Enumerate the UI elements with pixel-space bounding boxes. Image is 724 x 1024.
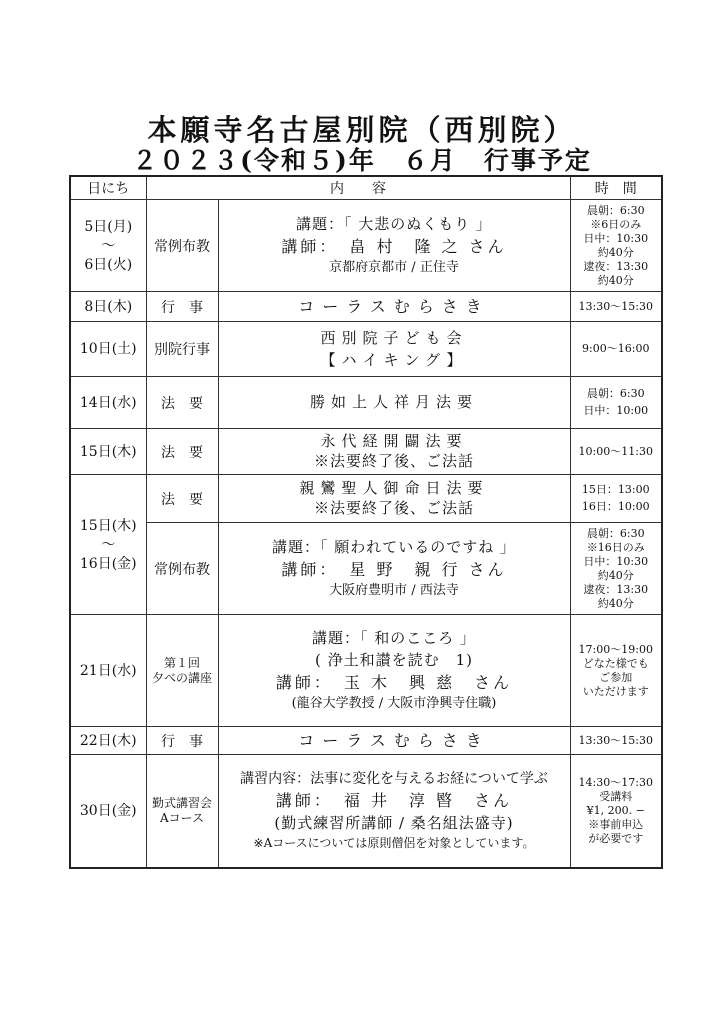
table-row: [70, 475, 662, 523]
date-cell: 15日(木) 〜 16日(金): [70, 475, 146, 615]
table-row: [70, 377, 662, 429]
content-cell: コーラスむらさき: [218, 292, 570, 322]
time-cell: 13:30〜15:30: [570, 292, 662, 322]
content-cell: 講習内容：法事に変化を与えるお経について学ぶ 講師： 福 井 淳 暋 さん (勤式練習所講師 / 桑名組法盛寺) ※Aコースについては原則僧侶を対象としています。: [218, 755, 570, 868]
time-cell: 9:00〜16:00: [570, 322, 662, 377]
category-cell: 法 要: [146, 377, 218, 429]
category-cell: 行 事: [146, 292, 218, 322]
category-cell: 第１回 夕べの講座: [146, 615, 218, 727]
content-cell: 親鸞聖人御命日法要 ※法要終了後、ご法話: [218, 475, 570, 523]
header-content: 内 容: [146, 176, 570, 200]
category-cell: 常例布教: [146, 200, 218, 292]
time-cell: 晨朝：6:30 日中：10:00: [570, 377, 662, 429]
time-cell: 17:00〜19:00 どなた様でも ご参加 いただけます: [570, 615, 662, 727]
category-cell: 勤式講習会 Aコース: [146, 755, 218, 868]
table-header-row: [70, 176, 662, 200]
table-row: [70, 615, 662, 727]
time-cell: 13:30〜15:30: [570, 727, 662, 755]
header-date: 日にち: [70, 176, 146, 200]
date-cell: 8日(木): [70, 292, 146, 322]
date-cell: 22日(木): [70, 727, 146, 755]
time-cell: 14:30〜17:30 受講料 ¥1, 200. − ※事前申込 が必要です: [570, 755, 662, 868]
date-cell: 10日(土): [70, 322, 146, 377]
table-row: [70, 523, 662, 615]
content-cell: 永代経開闢法要 ※法要終了後、ご法話: [218, 429, 570, 475]
page-subtitle: ２０２３(令和５)年 ６月 行事予定: [132, 146, 592, 175]
table-row: [70, 200, 662, 292]
category-cell: 別院行事: [146, 322, 218, 377]
content-cell: 勝如上人祥月法要: [218, 377, 570, 429]
date-cell: 5日(月) 〜 6日(火): [70, 200, 146, 292]
category-cell: 法 要: [146, 475, 218, 523]
table-row: [70, 292, 662, 322]
date-cell: 15日(木): [70, 429, 146, 475]
table-row: [70, 727, 662, 755]
content-cell: 講題：「 願われているのですね 」 講師： 星 野 親 行 さん 大阪府豊明市 / 西法寺: [218, 523, 570, 615]
content-cell: 講題：「 大悲のぬくもり 」 講師： 畠 村 隆 之 さん 京都府京都市 / 正住寺: [218, 200, 570, 292]
table-row: [70, 322, 662, 377]
schedule-table: [69, 175, 663, 869]
table-row: [70, 755, 662, 868]
content-cell: 西別院子ども会 【ハイキング】: [218, 322, 570, 377]
time-cell: 15日：13:00 16日：10:00: [570, 475, 662, 523]
page-title: 本願寺名古屋別院（西別院）: [147, 113, 577, 147]
time-cell: 晨朝：6:30 ※16日のみ 日中：10:30 約40分 逮夜：13:30 約40分: [570, 523, 662, 615]
table-row: [70, 429, 662, 475]
category-cell: 法 要: [146, 429, 218, 475]
time-cell: 晨朝：6:30 ※6日のみ 日中：10:30 約40分 逮夜：13:30 約40分: [570, 200, 662, 292]
time-cell: 10:00〜11:30: [570, 429, 662, 475]
content-cell: コーラスむらさき: [218, 727, 570, 755]
date-cell: 30日(金): [70, 755, 146, 868]
header-time: 時 間: [570, 176, 662, 200]
date-cell: 21日(水): [70, 615, 146, 727]
date-cell: 14日(水): [70, 377, 146, 429]
category-cell: 行 事: [146, 727, 218, 755]
content-cell: 講題：「 和のこころ 」 ( 浄土和讃を読む 1) 講師： 玉 木 興 慈 さん (龍谷大学教授 / 大阪市浄興寺住職): [218, 615, 570, 727]
category-cell: 常例布教: [146, 523, 218, 615]
